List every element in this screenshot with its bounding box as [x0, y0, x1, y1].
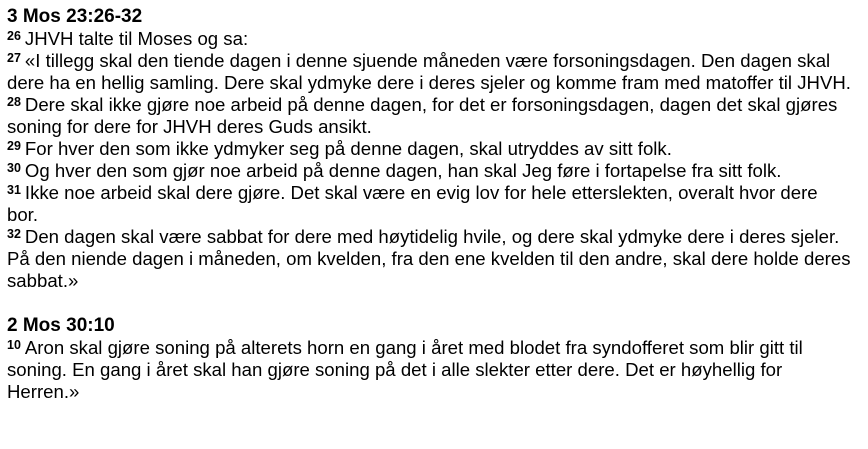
verse-number: 28 [7, 95, 21, 109]
passage-reference: 2 Mos 30:10 [7, 315, 115, 336]
verse [7, 50, 852, 94]
verse [7, 337, 852, 403]
passage-lev-23 [7, 6, 868, 292]
verse-text: For hver den som ikke ydmyker seg på denne dagen, skal utryddes av sitt folk. [24, 138, 672, 159]
verse [7, 138, 852, 160]
verse-text: Og hver den som gjør noe arbeid på denne dagen, han skal Jeg føre i fortapelse fra sitt folk. [24, 160, 782, 181]
verse-text: «I tillegg skal den tiende dagen i denne sjuende måneden være forsoningsdagen. Den dagen skal dere ha en hellig samling. Dere skal ydmyke dere i deres sjeler og komme fram med matoffer til JHVH. [7, 50, 851, 93]
verse-number: 26 [7, 29, 21, 43]
verse-number: 27 [7, 51, 21, 65]
verse-number: 30 [7, 161, 21, 175]
verse [7, 226, 852, 292]
verse [7, 28, 852, 50]
verse [7, 94, 852, 138]
verse-text: Aron skal gjøre soning på alterets horn en gang i året med blodet fra syndofferet som blir gitt til soning. En gang i året skal han gjøre soning på det i alle slekter etter dere. Det er høyhellig for Herren.» [7, 337, 803, 402]
verse-number: 29 [7, 139, 21, 153]
passage-reference: 3 Mos 23:26-32 [7, 6, 143, 27]
passage-ex-30 [7, 315, 868, 403]
verse [7, 160, 852, 182]
verse-number: 31 [7, 183, 21, 197]
verse [7, 182, 852, 226]
verse-text: Dere skal ikke gjøre noe arbeid på denne dagen, for det er forsoningsdagen, dagen det skal gjøres soning for dere for JHVH deres Guds ansikt. [7, 94, 838, 137]
verse-text: Ikke noe arbeid skal dere gjøre. Det skal være en evig lov for hele etterslekten, overalt hvor dere bor. [7, 182, 818, 225]
verse-number: 10 [7, 338, 21, 352]
verse-text: Den dagen skal være sabbat for dere med høytidelig hvile, og dere skal ydmyke dere i deres sjeler. På den niende dagen i måneden, om kvelden, fra den ene kvelden til den andre, skal dere holde deres sabbat.» [7, 226, 851, 291]
verse-text: JHVH talte til Moses og sa: [24, 28, 249, 49]
verse-number: 32 [7, 227, 21, 241]
